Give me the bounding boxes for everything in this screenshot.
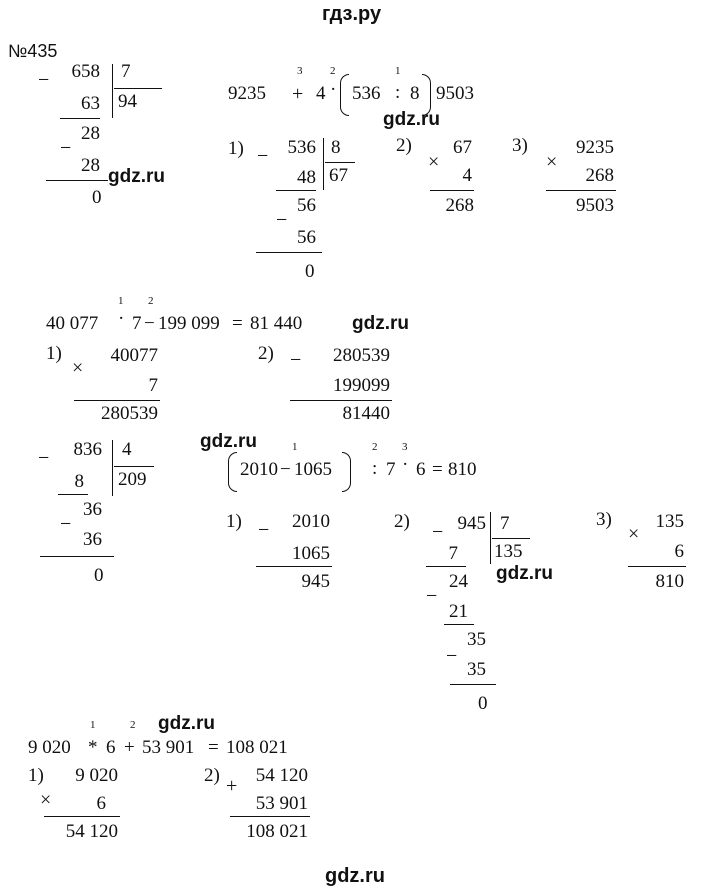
minus-sign: − [38, 447, 50, 469]
mul-dot: · [330, 79, 337, 100]
minus-sign: − [280, 459, 291, 480]
operand: 199 099 [158, 313, 220, 334]
watermark-inline: gdz.ru [496, 563, 553, 584]
product: 268 [445, 195, 474, 216]
quotient: 94 [118, 91, 137, 112]
operand: 7 [386, 459, 396, 480]
order-mark: 2 [330, 65, 336, 77]
remainder: 0 [92, 187, 102, 208]
operand: 40 077 [46, 313, 99, 334]
partial-3: 21 [449, 601, 468, 622]
minus-sign: − [276, 209, 288, 231]
order-mark: 1 [90, 719, 96, 731]
order-mark: 3 [297, 65, 303, 77]
watermark-inline: gdz.ru [200, 431, 257, 452]
minus-sign: − [432, 521, 444, 543]
operand: 536 [352, 83, 381, 104]
times-sign: × [40, 789, 52, 811]
product: 9503 [576, 195, 614, 216]
factor: 4 [462, 165, 472, 186]
partial-4: 35 [467, 629, 486, 650]
minus-sign: − [446, 645, 458, 667]
plus-sign: + [226, 775, 238, 797]
partial-2: 36 [83, 499, 102, 520]
equals: = [432, 459, 443, 480]
quotient: 67 [329, 165, 348, 186]
quotient: 135 [494, 541, 523, 562]
minus-sign: − [258, 519, 270, 541]
partial-3: 28 [81, 155, 100, 176]
mul-dot: · [118, 308, 125, 329]
order-mark: 2 [372, 441, 378, 453]
divisor: 8 [331, 137, 341, 158]
order-mark: 2 [130, 719, 136, 731]
times-sign: × [72, 357, 84, 379]
problem-number: №435 [8, 41, 58, 61]
partial-1: 8 [74, 471, 84, 492]
step-label: 2) [394, 511, 410, 532]
result: 108 021 [226, 737, 288, 758]
remainder: 0 [94, 565, 104, 586]
partial-2: 24 [449, 571, 468, 592]
factor: 9235 [576, 137, 614, 158]
minus-sign: − [60, 513, 72, 535]
step-label: 1) [28, 765, 44, 786]
subtrahend: 1065 [292, 543, 330, 564]
addend: 54 120 [255, 765, 308, 786]
order-mark: 1 [292, 441, 298, 453]
dividend: 836 [73, 439, 102, 460]
order-mark: 1 [395, 65, 401, 77]
watermark-bottom: gdz.ru [325, 865, 385, 887]
divisor: 7 [121, 61, 131, 82]
operand: 9 020 [28, 737, 71, 758]
times-sign: × [546, 151, 558, 173]
difference: 945 [301, 571, 330, 592]
factor: 67 [453, 137, 472, 158]
factor: 6 [674, 541, 684, 562]
partial-3: 56 [297, 227, 316, 248]
difference: 81440 [342, 403, 390, 424]
step-label: 1) [226, 511, 242, 532]
div-colon: : [372, 458, 378, 479]
equals: = [232, 313, 243, 334]
result: 9503 [436, 83, 474, 104]
watermark-inline: gdz.ru [383, 109, 440, 130]
step-label: 2) [258, 343, 274, 364]
star-sign: * [88, 737, 98, 758]
dividend: 536 [287, 137, 316, 158]
factor: 40077 [110, 345, 158, 366]
factor: 6 [96, 793, 106, 814]
watermark-inline: gdz.ru [158, 713, 215, 734]
sum: 108 021 [246, 821, 308, 842]
operand: 7 [132, 313, 142, 334]
operand: 2010 [240, 459, 278, 480]
operand: 4 [316, 83, 326, 104]
step-label: 2) [204, 765, 220, 786]
divisor: 4 [122, 439, 132, 460]
result: 81 440 [250, 313, 303, 334]
minus-sign: − [426, 585, 438, 607]
remainder: 0 [478, 693, 488, 714]
product: 280539 [101, 403, 158, 424]
operand: 6 [106, 737, 116, 758]
operand: 1065 [294, 459, 332, 480]
partial-1: 7 [448, 543, 458, 564]
minus-sign: − [257, 145, 269, 167]
watermark-top: гдз.ру [322, 3, 382, 25]
partial-3: 36 [83, 529, 102, 550]
addend: 53 901 [255, 793, 308, 814]
dividend: 945 [457, 513, 486, 534]
subtrahend: 199099 [333, 375, 390, 396]
plus-sign: + [124, 737, 135, 758]
remainder: 0 [305, 261, 315, 282]
divisor: 7 [500, 513, 510, 534]
order-mark: 1 [118, 295, 124, 307]
factor: 9 020 [75, 765, 118, 786]
quotient: 209 [118, 469, 147, 490]
operand: 8 [410, 83, 420, 104]
partial-2: 28 [81, 123, 100, 144]
result: 810 [448, 459, 477, 480]
operand: 6 [416, 459, 426, 480]
times-sign: × [628, 523, 640, 545]
times-sign: × [428, 151, 440, 173]
div-colon: : [395, 82, 401, 103]
plus-sign: + [292, 83, 304, 105]
partial-1: 48 [297, 167, 316, 188]
product: 54 120 [65, 821, 118, 842]
step-label: 3) [512, 135, 528, 156]
minus-sign: − [290, 349, 302, 371]
mul-dot: · [402, 454, 409, 475]
factor: 7 [148, 375, 158, 396]
minuend: 2010 [292, 511, 330, 532]
minuend: 280539 [333, 345, 390, 366]
minus-sign: − [38, 69, 50, 91]
factor: 268 [585, 165, 614, 186]
step-label: 3) [596, 509, 612, 530]
partial-1: 63 [81, 93, 100, 114]
step-label: 1) [46, 343, 62, 364]
equals: = [208, 737, 219, 758]
product: 810 [655, 571, 684, 592]
minus-sign: − [144, 313, 155, 334]
watermark-inline: gdz.ru [108, 166, 165, 187]
factor: 135 [655, 511, 684, 532]
step-label: 1) [228, 138, 244, 159]
order-mark: 3 [402, 441, 408, 453]
partial-2: 56 [297, 195, 316, 216]
partial-5: 35 [467, 659, 486, 680]
operand: 53 901 [142, 737, 195, 758]
minus-sign: − [60, 137, 72, 159]
watermark-inline: gdz.ru [352, 313, 409, 334]
step-label: 2) [396, 135, 412, 156]
order-mark: 2 [148, 295, 154, 307]
operand: 9235 [228, 83, 266, 104]
dividend: 658 [71, 61, 100, 82]
